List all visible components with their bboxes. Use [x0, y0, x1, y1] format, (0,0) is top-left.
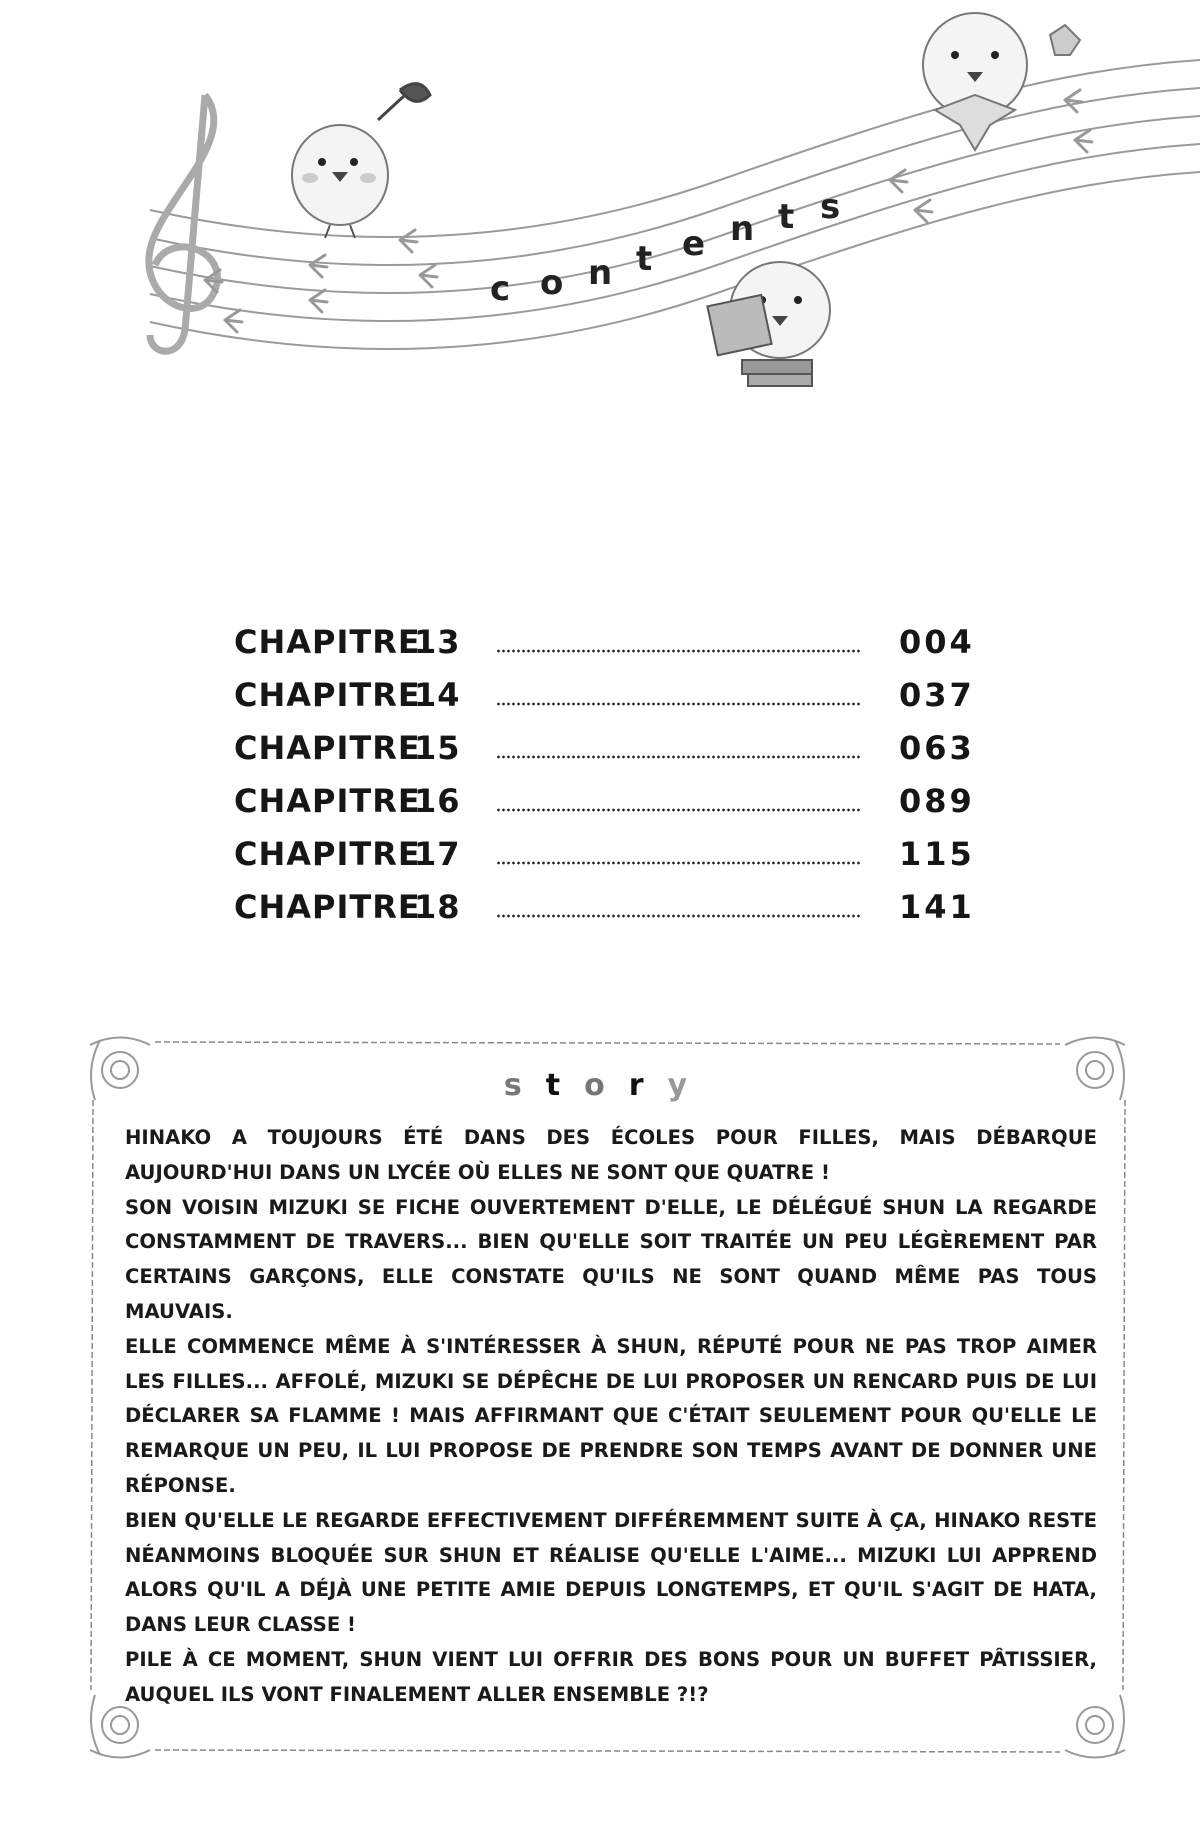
story-title: [85, 1068, 1130, 1103]
story-paragraph: BIEN QU'ELLE LE REGARDE EFFECTIVEMENT DIFFÉREMMENT SUITE À ÇA, HINAKO RESTE NÉANMOINS BLOQUÉE SUR SHUN ET RÉALISE QU'ELLE L'AIME... MIZUKI LUI APPREND ALORS QU'IL A DÉJÀ UNE PETITE AMIE DEPUIS LONGTEMPS, ET QU'IL S'AGIT DE HATA, DANS LEUR CLASSE !: [125, 1508, 1097, 1637]
toc-row: [234, 827, 974, 880]
toc-chapter-number: 15: [414, 728, 461, 767]
toc-chapter-label: CHAPITRE: [234, 675, 421, 714]
toc-row: [234, 668, 974, 721]
story-title-letter: y: [667, 1068, 712, 1103]
toc-leader-dots: [496, 754, 861, 760]
toc-row: [234, 721, 974, 774]
contents-letter: n: [730, 209, 755, 249]
toc-chapter-number: 14: [414, 675, 461, 714]
toc-row: [234, 880, 974, 933]
story-box: [85, 1030, 1130, 1765]
toc-page-number: 089: [899, 781, 975, 820]
toc-chapter-number: 18: [414, 887, 461, 926]
contents-letter: n: [588, 253, 613, 293]
toc-leader-dots: [496, 913, 861, 919]
contents-letter: o: [540, 263, 564, 303]
story-title-letter: r: [628, 1068, 668, 1103]
header-illustration: [0, 0, 1200, 420]
toc-row: [234, 615, 974, 668]
story-paragraph: PILE À CE MOMENT, SHUN VIENT LUI OFFRIR DES BONS POUR UN BUFFET PÂTISSIER, AUQUEL ILS VONT FINALEMENT ALLER ENSEMBLE ?!?: [125, 1647, 1097, 1706]
toc-chapter-label: CHAPITRE: [234, 781, 421, 820]
toc-chapter-number: 16: [414, 781, 461, 820]
toc-leader-dots: [496, 860, 861, 866]
story-paragraph: HINAKO A TOUJOURS ÉTÉ DANS DES ÉCOLES POUR FILLES, MAIS DÉBARQUE AUJOURD'HUI DANS UN LYCÉE OÙ ELLES NE SONT QUE QUATRE !: [125, 1126, 1097, 1184]
story-paragraph: ELLE COMMENCE MÊME À S'INTÉRESSER À SHUN, RÉPUTÉ POUR NE PAS TROP AIMER LES FILLES... AFFOLÉ, MIZUKI SE DÉPÊCHE DE LUI PROPOSER UN RENCARD PUIS DE LUI DÉCLARER SA FLAMME ! MAIS AFFIRMANT QUE C'ÉTAIT SEULEMENT POUR QU'ELLE LE REMARQUE UN PEU, IL LUI PROPOSE DE PRENDRE SON TEMPS AVANT DE DONNER UNE RÉPONSE.: [125, 1334, 1097, 1497]
story-title-letter: t: [545, 1068, 585, 1103]
story-title-letter: s: [503, 1068, 546, 1103]
contents-letter: c: [490, 269, 511, 309]
treble-clef-icon: [149, 95, 218, 351]
toc-chapter-label: CHAPITRE: [234, 622, 421, 661]
toc-chapter-number: 17: [414, 834, 461, 873]
story-summary: [125, 1121, 1097, 1713]
toc-leader-dots: [496, 807, 861, 813]
toc-page-number: 141: [899, 887, 975, 926]
toc-chapter-label: CHAPITRE: [234, 887, 421, 926]
bird-reading-book-icon: [707, 262, 830, 386]
toc-chapter-number: 13: [414, 622, 461, 661]
toc-row: [234, 774, 974, 827]
toc-page-number: 037: [899, 675, 975, 714]
contents-letter: s: [820, 187, 841, 227]
bird-on-staff-icon: [292, 84, 430, 238]
story-title-letter: o: [584, 1068, 629, 1103]
toc-page-number: 115: [899, 834, 975, 873]
toc-page-number: 004: [899, 622, 975, 661]
contents-letter: e: [682, 224, 706, 264]
story-paragraph: SON VOISIN MIZUKI SE FICHE OUVERTEMENT D'ELLE, LE DÉLÉGUÉ SHUN LA REGARDE CONSTAMMENT DE TRAVERS... BIEN QU'ELLE SOIT TRAITÉE UN PEU LÉGÈREMENT PAR CERTAINS GARÇONS, ELLE CONSTATE QU'ILS NE SONT QUAND MÊME PAS TOUS MAUVAIS.: [125, 1195, 1097, 1323]
toc-page-number: 063: [899, 728, 975, 767]
table-of-contents: [234, 615, 974, 933]
toc-chapter-label: CHAPITRE: [234, 728, 421, 767]
contents-letter: t: [778, 197, 795, 237]
toc-leader-dots: [496, 701, 861, 707]
toc-chapter-label: CHAPITRE: [234, 834, 421, 873]
bird-with-leaf-icon: [923, 13, 1080, 150]
toc-leader-dots: [496, 648, 861, 654]
contents-letter: t: [636, 239, 653, 279]
